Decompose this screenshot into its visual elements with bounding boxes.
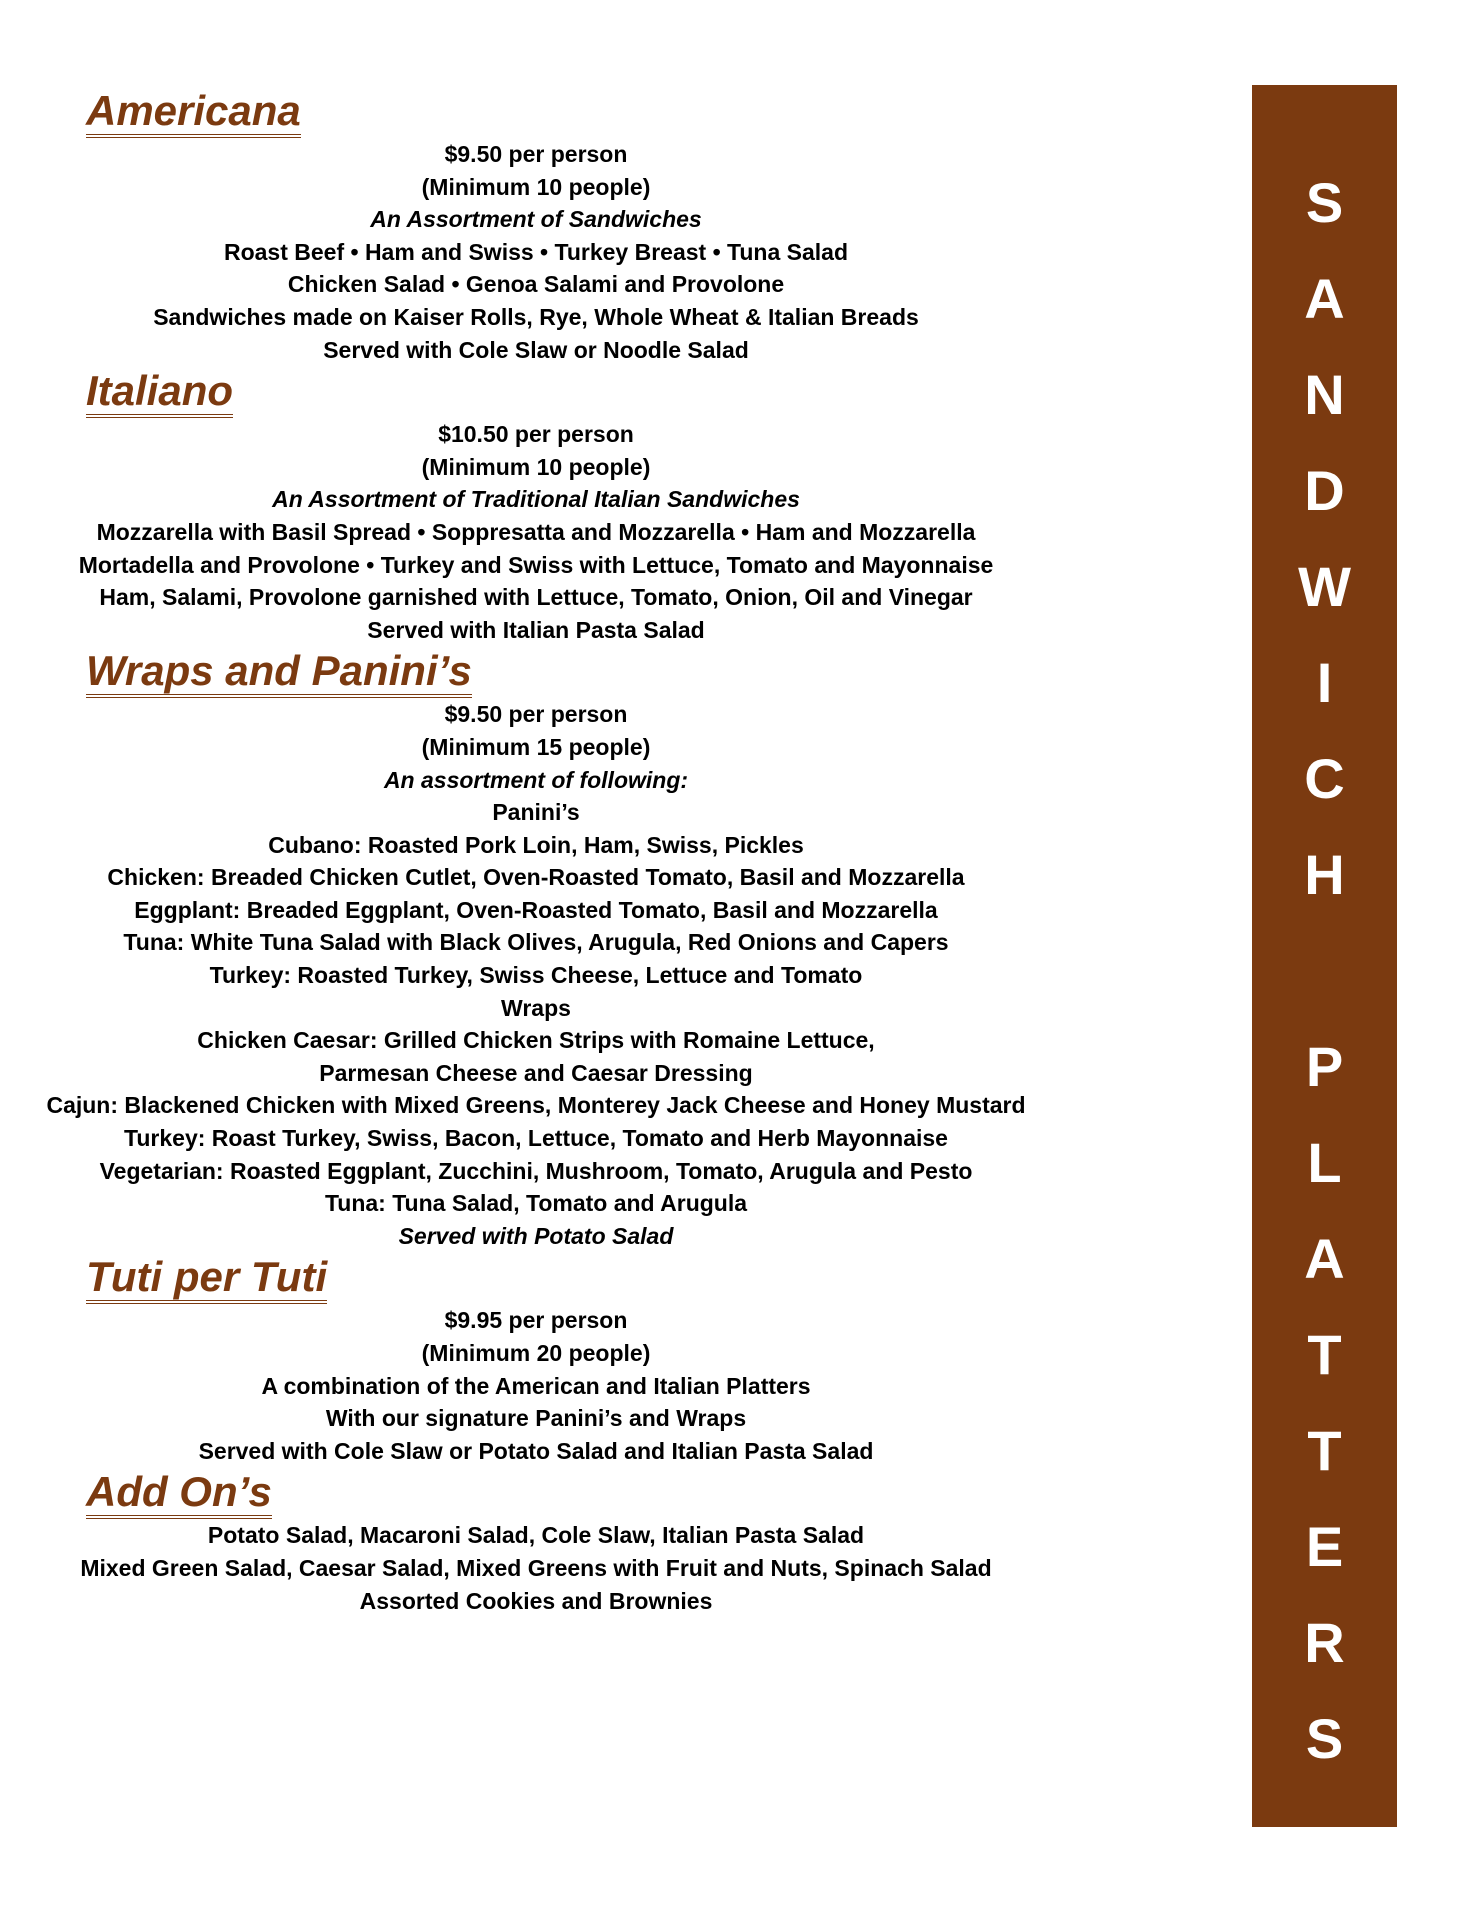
price: $9.95 per person [444, 1307, 628, 1334]
menu-line: Mozzarella with Basil Spread • Soppresatta and Mozzarella • Ham and Mozzarella [96, 518, 976, 545]
section-title: Americana [86, 88, 301, 138]
menu-line: Chicken Salad • Genoa Salami and Provolone [287, 271, 785, 298]
section-details [0, 698, 1086, 1252]
menu-line: Vegetarian: Roasted Eggplant, Zucchini, Mushroom, Tomato, Arugula and Pesto [99, 1157, 973, 1184]
menu-line: Tuna: White Tuna Salad with Black Olives, Arugula, Red Onions and Capers [123, 929, 949, 956]
sandwich-platters-banner [1252, 85, 1397, 1827]
section-title: Add On’s [86, 1469, 272, 1519]
section-add-ons [80, 1468, 1206, 1617]
section-title: Tuti per Tuti [86, 1254, 327, 1304]
banner-letter: H [1304, 843, 1345, 906]
banner-letter: T [1307, 1323, 1342, 1386]
menu-line: Chicken Caesar: Grilled Chicken Strips with Romaine Lettuce, [197, 1027, 875, 1054]
served-with: Served with Potato Salad [398, 1222, 674, 1249]
section-title: Wraps and Panini’s [86, 648, 472, 698]
subheading-wraps: Wraps [501, 994, 571, 1021]
section-details [0, 418, 1086, 646]
menu-line: Assorted Cookies and Brownies [359, 1587, 713, 1614]
description: An assortment of following: [383, 766, 689, 793]
menu-line: Turkey: Roast Turkey, Swiss, Bacon, Lettuce, Tomato and Herb Mayonnaise [124, 1125, 948, 1152]
served-with: Served with Cole Slaw or Potato Salad and Italian Pasta Salad [198, 1437, 874, 1464]
section-italiano [78, 367, 1206, 646]
menu-line: Sandwiches made on Kaiser Rolls, Rye, Whole Wheat & Italian Breads [153, 303, 919, 330]
menu-line: A combination of the American and Italian Platters [261, 1372, 811, 1399]
menu-line: Cajun: Blackened Chicken with Mixed Greens, Monterey Jack Cheese and Honey Mustard [46, 1092, 1026, 1119]
section-details [0, 138, 1086, 366]
minimum: (Minimum 10 people) [421, 453, 651, 480]
served-with: Served with Italian Pasta Salad [367, 616, 705, 643]
minimum: (Minimum 10 people) [421, 173, 651, 200]
price: $9.50 per person [444, 141, 628, 167]
banner-letter: N [1304, 363, 1345, 426]
menu-line: Potato Salad, Macaroni Salad, Cole Slaw, Italian Pasta Salad [207, 1522, 865, 1549]
section-details [0, 1519, 1086, 1617]
menu-line: Chicken: Breaded Chicken Cutlet, Oven-Roasted Tomato, Basil and Mozzarella [107, 864, 965, 891]
menu-line: Turkey: Roasted Turkey, Swiss Cheese, Lettuce and Tomato [209, 962, 863, 989]
menu-line: Ham, Salami, Provolone garnished with Lettuce, Tomato, Onion, Oil and Vinegar [99, 584, 973, 611]
served-with: Served with Cole Slaw or Noodle Salad [323, 336, 749, 363]
banner-letter: L [1307, 1131, 1342, 1194]
banner-letter: E [1305, 1515, 1344, 1578]
banner-letter: D [1304, 459, 1345, 522]
banner-letter: W [1298, 555, 1351, 618]
menu-line: With our signature Panini’s and Wraps [325, 1405, 747, 1432]
section-details [0, 1304, 1086, 1467]
banner-letter: C [1304, 747, 1345, 810]
section-americana [86, 88, 1206, 366]
section-title: Italiano [86, 368, 233, 418]
banner-letter: A [1304, 267, 1345, 330]
menu-line: Mortadella and Provolone • Turkey and Swiss with Lettuce, Tomato and Mayonnaise [78, 551, 994, 578]
minimum: (Minimum 15 people) [421, 733, 651, 760]
price: $10.50 per person [438, 421, 634, 448]
banner-letter: P [1305, 1035, 1344, 1098]
price: $9.50 per person [444, 701, 628, 728]
banner-letter: T [1307, 1419, 1342, 1482]
menu-line: Roast Beef • Ham and Swiss • Turkey Breast • Tuna Salad [223, 238, 849, 265]
section-tuti-per-tuti [86, 1254, 1206, 1467]
banner-letter: I [1316, 651, 1333, 714]
description: An Assortment of Sandwiches [370, 206, 702, 233]
banner-letter: R [1304, 1611, 1345, 1674]
section-wraps-paninis [46, 647, 1206, 1252]
menu-line: Parmesan Cheese and Caesar Dressing [319, 1059, 753, 1086]
banner-letter: S [1305, 1707, 1344, 1770]
minimum: (Minimum 20 people) [421, 1340, 651, 1366]
menu-line: Mixed Green Salad, Caesar Salad, Mixed Greens with Fruit and Nuts, Spinach Salad [80, 1554, 992, 1581]
menu-line: Eggplant: Breaded Eggplant, Oven-Roasted Tomato, Basil and Mozzarella [134, 896, 938, 923]
description: An Assortment of Traditional Italian Sandwiches [272, 486, 800, 513]
subheading-paninis: Panini’s [492, 799, 580, 826]
menu-line: Cubano: Roasted Pork Loin, Ham, Swiss, Pickles [268, 831, 804, 858]
banner-letter: A [1304, 1227, 1345, 1290]
menu-line: Tuna: Tuna Salad, Tomato and Arugula [324, 1190, 748, 1217]
menu-content [46, 87, 1206, 1619]
banner-letter: S [1305, 171, 1344, 234]
